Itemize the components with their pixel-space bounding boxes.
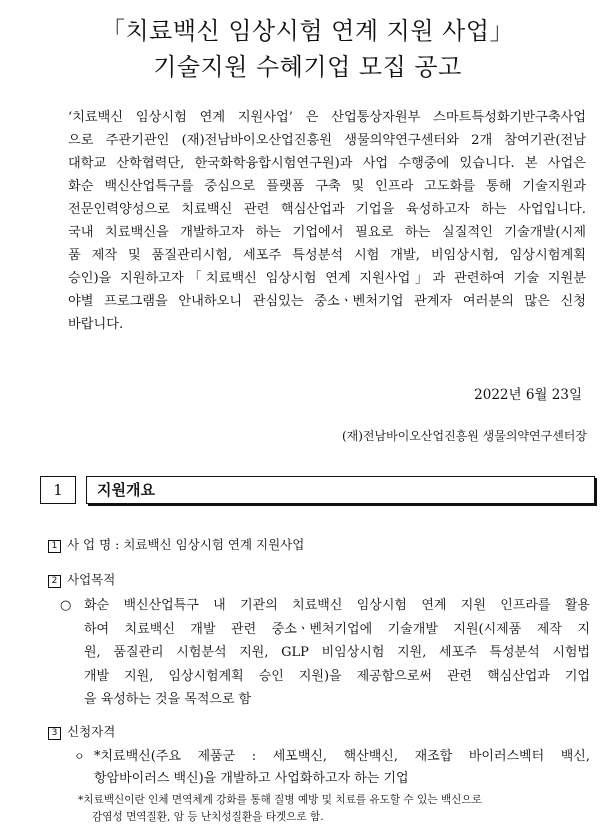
- footnote-line: *치료백신이란 인체 면역체계 강화를 통해 질병 예방 및 치료를 유도할 수 있는 백신으로: [78, 794, 482, 806]
- eligibility-line: 항암바이러스 백신)을 개발하고 사업화하고자 하는 기업: [94, 771, 409, 786]
- item-number-box: 1: [48, 540, 61, 553]
- small-circle-bullet-icon: ㅇ: [74, 750, 85, 763]
- intro-line: ‘치료백신 임상시험 연계 지원사업’ 은 산업통상자원부 스마트특성화기반구축사업: [68, 110, 586, 125]
- section-number: 1: [40, 476, 76, 504]
- title-line-1: 「치료백신 임상시험 연계 지원 사업」: [100, 17, 515, 45]
- section-title: 지원개요: [86, 476, 595, 504]
- intro-line: 바랍니다.: [68, 317, 124, 332]
- intro-line: 야별 프로그램을 안내하오니 관심있는 중소ㆍ벤처기업 관계자 여러분의 많은 신청: [68, 294, 586, 309]
- intro-paragraph: [68, 106, 586, 336]
- intro-line: 국내 치료백신을 개발하고자 하는 기업에서 필요로 하는 실질적인 기술개발(시제: [68, 225, 586, 240]
- issuing-organization: (재)전남바이오산업진흥원 생물의약연구센터장: [341, 429, 587, 443]
- intro-line: 화순 백신산업특구를 중심으로 플랫폼 구축 및 인프라 고도화를 통해 기술지원과: [68, 179, 586, 194]
- purpose-line: 원, 품질관리 시험분석 지원, GLP 비임상시험 지원, 세포주 특성분석 시험법: [84, 645, 590, 660]
- intro-line: 전문인력양성으로 치료백신 관련 핵심산업과 기업을 육성하고자 하는 사업입니다.: [68, 202, 586, 217]
- intro-line: 승인)을 지원하고자「치료백신 임상시험 연계 지원사업」과 관련하여 기술 지원분: [68, 271, 586, 286]
- item-number-box: 2: [48, 575, 61, 588]
- section-header: [40, 476, 585, 504]
- purpose-line: 을 육성하는 것을 목적으로 함: [84, 692, 252, 707]
- intro-line: 품 제작 및 품질관리시험, 세포주 특성분석 시험 개발, 비임상시험, 임상시험계획: [68, 248, 586, 263]
- item-project-name: [48, 535, 304, 555]
- item-number-box: 3: [48, 727, 61, 740]
- purpose-line: 화순 백신산업특구 내 기관의 치료백신 임상시험 연계 지원 인프라를 활용: [84, 598, 590, 613]
- item-text: 사업목적: [67, 572, 116, 587]
- item-text: 신청자격: [67, 724, 116, 739]
- announcement-date: 2022년 6월 23일: [474, 387, 582, 403]
- title-line-2: 기술지원 수혜기업 모집 공고: [153, 53, 462, 81]
- circle-bullet-icon: ○: [60, 598, 72, 613]
- purpose-line: 하여 치료백신 개발 관련 중소ㆍ벤처기업에 기술개발 지원(시제품 제작 지: [84, 621, 590, 637]
- item-text: 사 업 명 : 치료백신 임상시험 연계 지원사업: [67, 537, 305, 552]
- eligibility-bullet: [74, 746, 590, 790]
- intro-line: 으로 주관기관인 (재)전남바이오산업진흥원 생물의약연구센터와 2개 참여기관(전남: [68, 133, 586, 148]
- item-purpose: [48, 570, 115, 590]
- intro-line: 대학교 산학협력단, 한국화학융합시험연구원)과 사업 수행중에 있습니다. 본 사업은: [68, 156, 586, 171]
- purpose-bullet: [60, 594, 590, 712]
- eligibility-line: *치료백신(주요 제품군 : 세포백신, 핵산백신, 재조합 바이러스벡터 백신,: [94, 749, 590, 764]
- purpose-line: 개발 지원, 임상시험계획 승인 지원)을 제공함으로써 관련 핵심산업과 기업: [84, 668, 590, 684]
- footnote-line: 감염성 면역질환, 암 등 난치성질환을 타겟으로 함.: [92, 811, 324, 823]
- eligibility-footnote: [78, 792, 590, 826]
- item-eligibility: [48, 722, 115, 742]
